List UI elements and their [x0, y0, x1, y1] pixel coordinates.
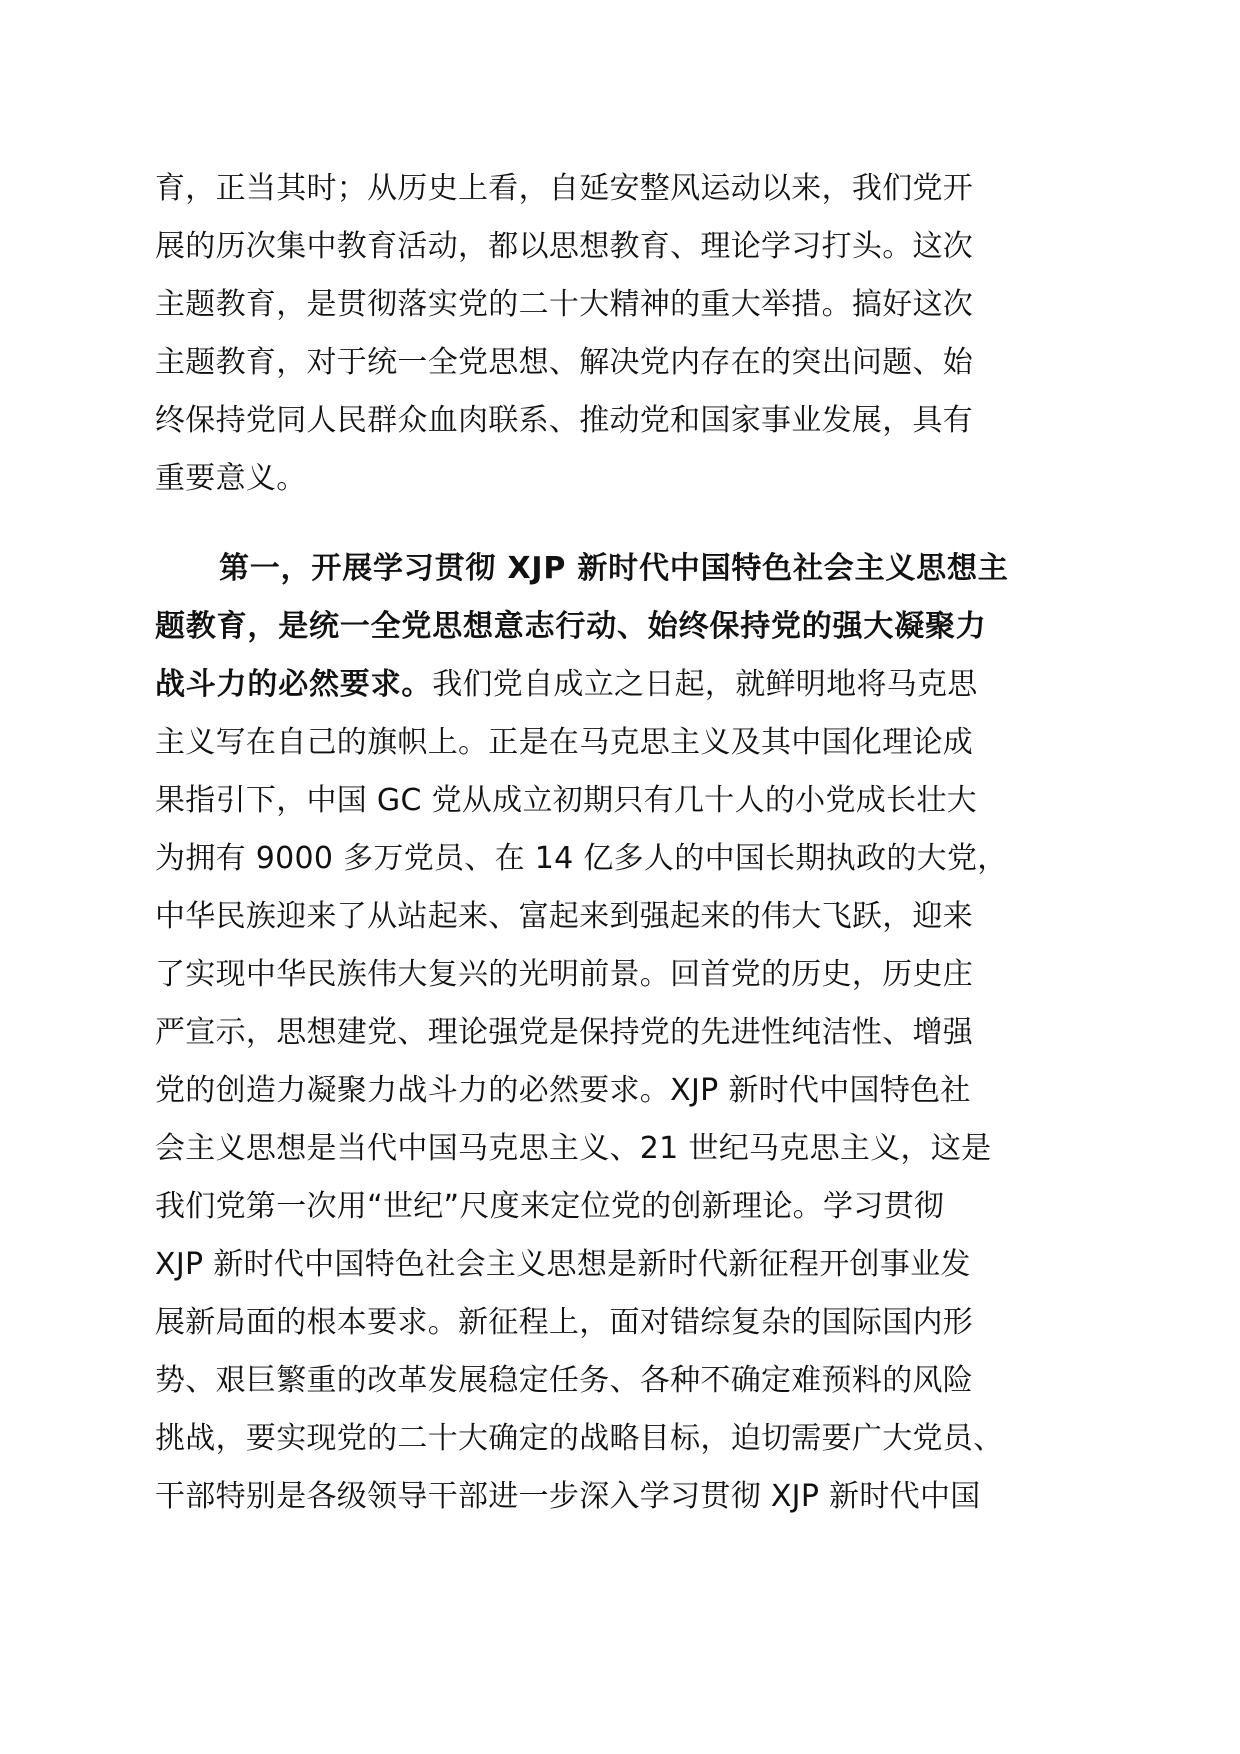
paragraph-line: 势、艰巨繁重的改革发展稳定任务、各种不确定难预料的风险 — [155, 1363, 974, 1398]
paragraph-line: 党的创造力凝聚力战斗力的必然要求。XJP 新时代中国特色社 — [155, 1073, 971, 1108]
paragraph-line: 果指引下，中国 GC 党从成立初期只有几十人的小党成长壮大 — [155, 783, 977, 818]
paragraph-line: 重要意义。 — [155, 461, 307, 496]
paragraph-line: 终保持党同人民群众血肉联系、推动党和国家事业发展，具有 — [155, 403, 974, 438]
body-text: 我们党自成立之日起，就鲜明地将马克思 — [432, 667, 978, 702]
paragraph-line: XJP 新时代中国特色社会主义思想是新时代新征程开创事业发 — [155, 1247, 971, 1282]
heading-tail-text: 战斗力的必然要求。 — [155, 667, 433, 702]
paragraph-line: 我们党第一次用“世纪”尺度来定位党的创新理论。学习贯彻 — [155, 1189, 945, 1224]
paragraph-line: 了实现中华民族伟大复兴的光明前景。回首党的历史，历史庄 — [155, 957, 974, 992]
paragraph-line: 展的历次集中教育活动，都以思想教育、理论学习打头。这次 — [155, 229, 974, 264]
paragraph-heading-line: 题教育，是统一全党思想意志行动、始终保持党的强大凝聚力 — [155, 609, 987, 644]
paragraph-2 — [155, 540, 1085, 1526]
paragraph-line: 主义写在自己的旗帜上。正是在马克思主义及其中国化理论成 — [155, 725, 974, 760]
paragraph-line: 为拥有 9000 多万党员、在 14 亿多人的中国长期执政的大党， — [155, 841, 1008, 876]
paragraph-line: 主题教育，对于统一全党思想、解决党内存在的突出问题、始 — [155, 345, 974, 380]
paragraph-line: 育，正当其时；从历史上看，自延安整风运动以来，我们党开 — [155, 171, 974, 206]
paragraph-line: 干部特别是各级领导干部进一步深入学习贯彻 XJP 新时代中国 — [155, 1479, 981, 1514]
paragraph-line: 展新局面的根本要求。新征程上，面对错综复杂的国际国内形 — [155, 1305, 974, 1340]
paragraph-1 — [155, 160, 1085, 508]
paragraph-line: 严宣示，思想建党、理论强党是保持党的先进性纯洁性、增强 — [155, 1015, 974, 1050]
paragraph-line: 主题教育，是贯彻落实党的二十大精神的重大举措。搞好这次 — [155, 287, 974, 322]
paragraph-line: 挑战，要实现党的二十大确定的战略目标，迫切需要广大党员、 — [155, 1421, 1004, 1456]
paragraph-heading-line: 第一，开展学习贯彻 XJP 新时代中国特色社会主义思想主 — [219, 551, 1009, 586]
paragraph-mixed-line — [155, 656, 1085, 714]
paragraph-line: 中华民族迎来了从站起来、富起来到强起来的伟大飞跃，迎来 — [155, 899, 974, 934]
paragraph-line: 会主义思想是当代中国马克思主义、21 世纪马克思主义，这是 — [155, 1131, 992, 1166]
